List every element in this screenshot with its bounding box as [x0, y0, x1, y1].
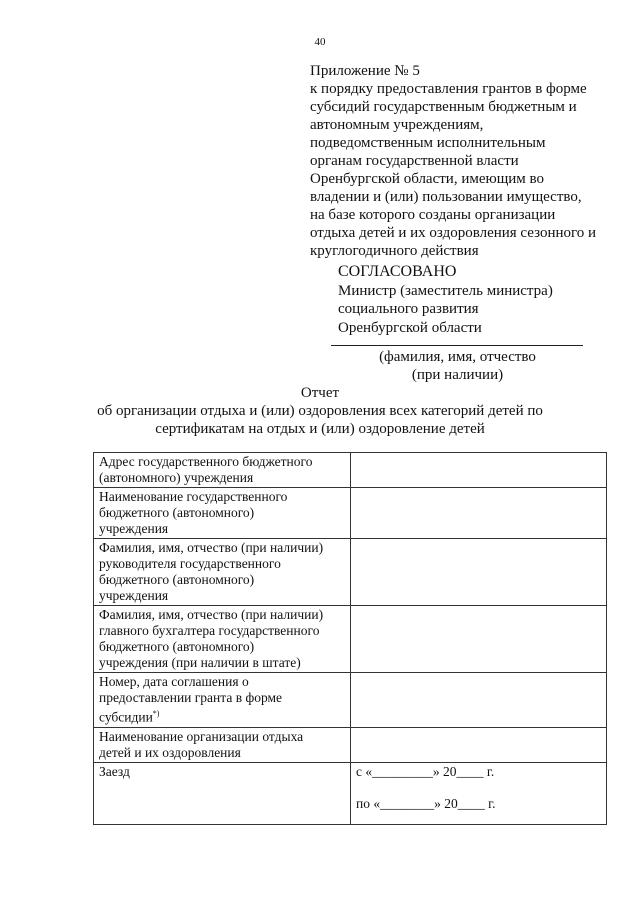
row-label [94, 762, 351, 824]
row-value-cell[interactable] [351, 488, 607, 539]
row-value-cell[interactable] [351, 727, 607, 762]
report-form-table [93, 452, 607, 825]
annex-line: подведомственным исполнительным [310, 135, 546, 151]
annex-line: отдыха детей и их оздоровления сезонного и [310, 225, 597, 241]
arrival-dates-cell[interactable] [351, 762, 607, 824]
approval-line: Министр (заместитель министра) [338, 282, 553, 299]
label-line: Фамилия, имя, отчество (при наличии) [99, 607, 324, 622]
approval-line: Оренбургской области [338, 319, 482, 336]
row-value-cell[interactable] [351, 606, 607, 673]
label-line: бюджетного (автономного) [99, 572, 255, 587]
approval-block [338, 263, 628, 337]
report-heading [0, 384, 640, 438]
annex-line: Оренбургской области, имеющим во [310, 171, 545, 187]
annex-line: на базе которого созданы организации [310, 207, 556, 223]
signature-line [331, 345, 583, 346]
annex-line: к порядку предоставления грантов в форме [310, 81, 587, 97]
label-line: Наименование государственного [99, 489, 288, 504]
table-row [94, 727, 607, 762]
annex-line: автономным учреждениям, [310, 117, 484, 133]
signature-caption-line: (фамилия, имя, отчество [379, 349, 536, 365]
annex-line: Приложение № 5 [310, 63, 420, 79]
label-line: учреждения [99, 521, 169, 536]
annex-line: круглогодичного действия [310, 243, 479, 259]
label-line: руководителя государственного [99, 556, 281, 571]
label-line: Наименование организации отдыха [99, 728, 304, 744]
label-line: (автономного) учреждения [99, 470, 254, 485]
row-value-cell[interactable] [351, 539, 607, 606]
label-line: Фамилия, имя, отчество (при наличии) [99, 540, 324, 555]
row-label [94, 539, 351, 606]
label-line: главного бухгалтера государственного [99, 623, 320, 638]
signature-caption [330, 348, 585, 384]
row-label [94, 727, 351, 762]
report-subtitle: об организации отдыха и (или) оздоровления всех категорий детей по [97, 403, 543, 419]
approval-line: социального развития [338, 301, 479, 317]
table-row [94, 606, 607, 673]
approval-title: СОГЛАСОВАНО [338, 263, 457, 280]
annex-line: владении и (или) пользовании имущество, [310, 189, 582, 205]
label-line: учреждения (при наличии в штате) [99, 655, 301, 670]
label-text: субсидии [99, 709, 153, 725]
arrival-label: Заезд [99, 763, 130, 779]
table-row [94, 673, 607, 728]
label-line: детей и их оздоровления [99, 744, 241, 760]
arrival-to-date[interactable]: по «________» 20____ г. [356, 795, 496, 811]
signature-caption-line: (при наличии) [411, 367, 504, 383]
report-subtitle: сертификатам на отдых и (или) оздоровление детей [155, 421, 485, 437]
row-value-cell[interactable] [351, 453, 607, 488]
row-label [94, 673, 351, 728]
row-label [94, 453, 351, 488]
footnote-mark: *) [152, 709, 160, 718]
page-number: 40 [314, 36, 326, 48]
annex-block [310, 62, 620, 260]
row-label [94, 606, 351, 673]
label-line: бюджетного (автономного) [99, 639, 255, 654]
table-row [94, 453, 607, 488]
label-line: предоставлении гранта в форме [99, 690, 283, 705]
arrival-from-date[interactable]: с «_________» 20____ г. [356, 763, 495, 779]
label-line: учреждения [99, 588, 169, 603]
table-row [94, 539, 607, 606]
report-title: Отчет [300, 385, 340, 401]
label-line: Адрес государственного бюджетного [99, 454, 313, 469]
table-row [94, 762, 607, 824]
label-line: бюджетного (автономного) [99, 505, 255, 520]
label-line: Номер, дата соглашения о [99, 674, 249, 689]
label-line [99, 706, 346, 726]
table-row [94, 488, 607, 539]
row-label [94, 488, 351, 539]
annex-line: органам государственной власти [310, 153, 519, 169]
annex-line: субсидий государственным бюджетным и [310, 99, 577, 115]
row-value-cell[interactable] [351, 673, 607, 728]
